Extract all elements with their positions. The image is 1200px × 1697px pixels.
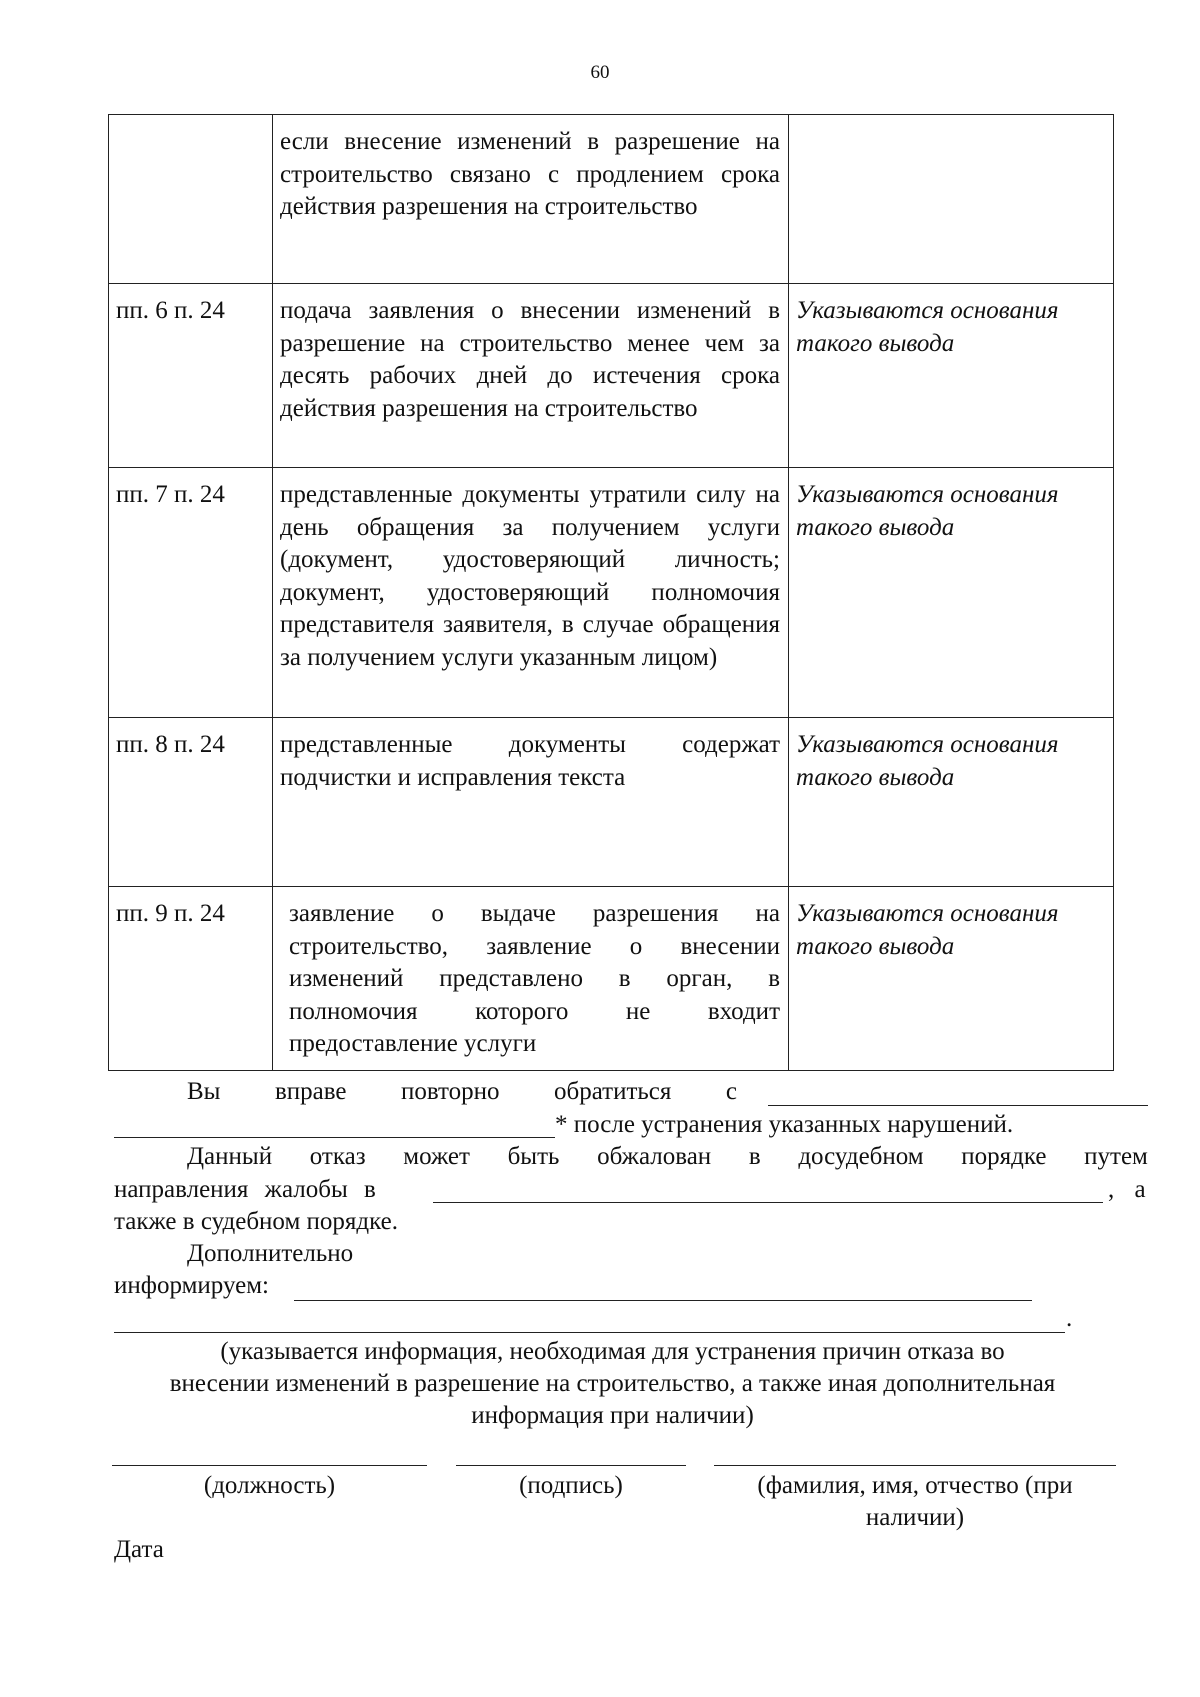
page-number: 60 <box>590 62 610 83</box>
inform-label: информируем: <box>114 1272 269 1299</box>
signature-blank <box>456 1465 686 1466</box>
appeal-line2-end: , а <box>1108 1176 1146 1203</box>
row-description: заявление о выдаче разрешения на строительство, заявление о внесении изменений представлено в орган, в полномочия которого не входит предоставление услуги <box>273 887 789 1071</box>
full-name-caption-line-1: (фамилия, имя, отчество (при <box>757 1472 1073 1499</box>
row-reference: пп. 7 п. 24 <box>109 468 273 718</box>
reapply-words: Вы вправе повторно обратиться с <box>187 1078 737 1105</box>
row-note: Указываются основания такого вывода <box>789 468 1114 718</box>
hint-line-2: внесении изменений в разрешение на строительство, а также иная дополнительная <box>169 1370 1056 1397</box>
table-row <box>109 284 1114 468</box>
appeal-line2-start: направления жалобы в <box>114 1176 376 1203</box>
row-note: Указываются основания такого вывода <box>789 718 1114 887</box>
row-reference: пп. 6 п. 24 <box>109 284 273 468</box>
table-row <box>109 468 1114 718</box>
additional-info-blank <box>294 1300 1032 1301</box>
appeal-body-blank <box>433 1202 1103 1203</box>
additional-info-blank-2 <box>114 1332 1065 1333</box>
row-description: если внесение изменений в разрешение на строительство связано с продлением срока действия разрешения на строительство <box>273 115 789 284</box>
reapply-tail: * после устранения указанных нарушений. <box>555 1111 1014 1138</box>
signature-caption: (подпись) <box>519 1472 623 1499</box>
position-blank <box>112 1465 427 1466</box>
reapply-authority-blank-2 <box>114 1137 555 1138</box>
row-reference <box>109 115 273 284</box>
reapply-authority-blank <box>768 1105 1148 1106</box>
row-note: Указываются основания такого вывода <box>789 887 1114 1071</box>
hint-line-1: (указывается информация, необходимая для устранения причин отказа во <box>220 1338 1005 1365</box>
row-description: представленные документы содержат подчистки и исправления текста <box>273 718 789 887</box>
additional-info-label: Дополнительно <box>187 1240 354 1267</box>
appeal-line3: также в судебном порядке. <box>114 1208 398 1235</box>
full-name-caption-line-2: наличии) <box>865 1504 965 1531</box>
refusal-grounds-table <box>108 114 1114 1071</box>
line-end-dot: . <box>1066 1305 1073 1332</box>
row-description: подача заявления о внесении изменений в разрешение на строительство менее чем за десять рабочих дней до истечения срока действия разрешения на строительство <box>273 284 789 468</box>
table-row <box>109 115 1114 284</box>
table-row <box>109 718 1114 887</box>
date-label: Дата <box>114 1536 164 1563</box>
full-name-blank <box>714 1465 1116 1466</box>
position-caption: (должность) <box>203 1472 336 1499</box>
hint-line-3: информация при наличии) <box>471 1402 754 1429</box>
row-note <box>789 115 1114 284</box>
row-reference: пп. 9 п. 24 <box>109 887 273 1071</box>
appeal-words: Данный отказ может быть обжалован в досудебном порядке путем <box>187 1143 1148 1170</box>
row-reference: пп. 8 п. 24 <box>109 718 273 887</box>
table-row <box>109 887 1114 1071</box>
row-note: Указываются основания такого вывода <box>789 284 1114 468</box>
row-description: представленные документы утратили силу на день обращения за получением услуги (документ, удостоверяющий личность; документ, удостоверяющий полномочия представителя заявителя, в случае обращения за получением услуги указанным лицом) <box>273 468 789 718</box>
